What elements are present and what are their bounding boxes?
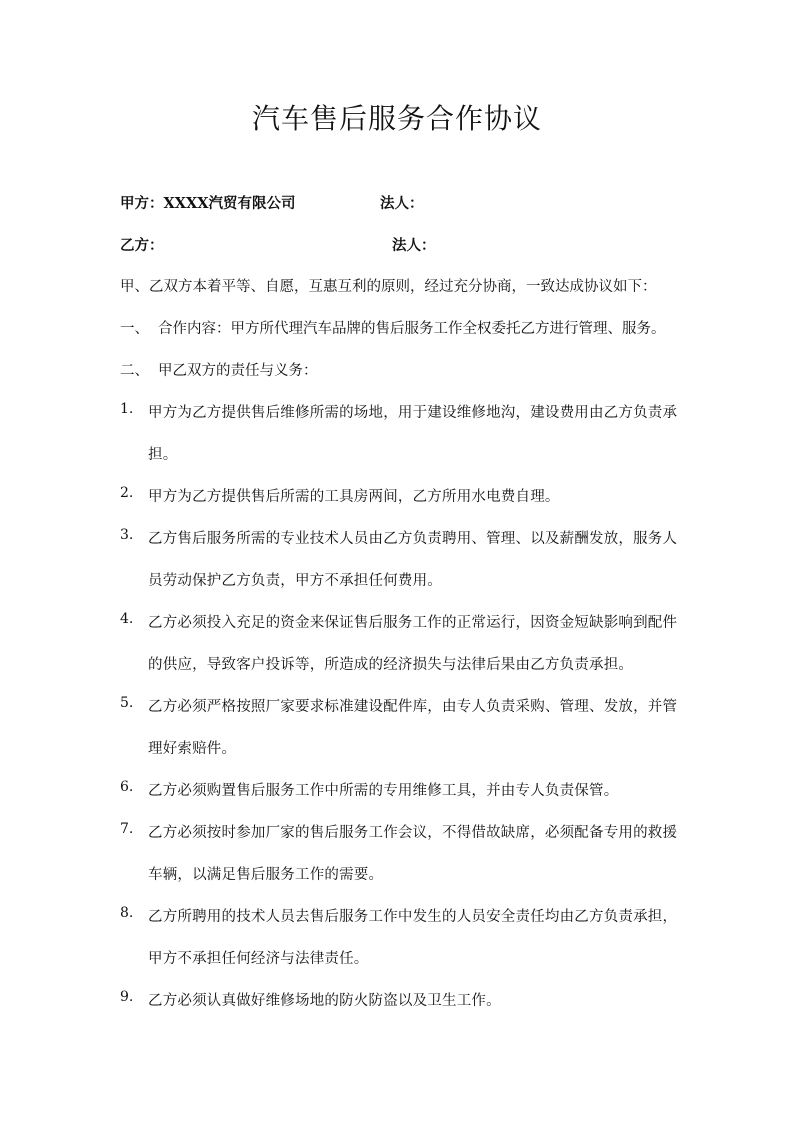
party-b-label: 乙方： — [120, 237, 164, 254]
intro-paragraph: 甲、乙双方本着平等、自愿，互惠互利的原则，经过充分协商，一致达成协议如下： — [120, 279, 657, 295]
party-a-label: 甲方：XXXX汽贸有限公司 — [120, 195, 296, 212]
section-2-number: 二、 — [120, 363, 149, 379]
section-2-text: 甲乙双方的责任与义务： — [158, 363, 318, 379]
list-item-text: 乙方必须按时参加厂家的售后服务工作会议，不得借故缺席，必须配备专用的救援 — [148, 825, 678, 841]
list-item-text-cont: 员劳动保护乙方负责，甲方不承担任何费用。 — [148, 573, 442, 589]
list-item-text-cont: 理好索赔件。 — [148, 741, 237, 757]
list-item-number: 8. — [120, 905, 134, 921]
list-item-number: 9. — [120, 989, 134, 1005]
list-item-text: 甲方为乙方提供售后维修所需的场地，用于建设维修地沟，建设费用由乙方负责承 — [148, 405, 678, 421]
list-item-number: 5. — [120, 695, 134, 711]
document-title: 汽车售后服务合作协议 — [251, 102, 542, 135]
list-item-text-cont: 的供应，导致客户投诉等，所造成的经济损失与法律后果由乙方负责承担。 — [148, 657, 634, 673]
list-item-number: 4. — [120, 611, 134, 627]
list-item-number: 6. — [120, 779, 134, 795]
list-item-text: 乙方必须严格按照厂家要求标准建设配件库，由专人负责采购、管理、发放，并管 — [148, 699, 678, 715]
list-item-number: 3. — [120, 527, 134, 543]
list-item-text: 乙方必须认真做好维修场地的防火防盗以及卫生工作。 — [148, 993, 501, 1009]
list-item-text: 乙方必须购置售后服务工作中所需的专用维修工具，并由专人负责保管。 — [148, 783, 619, 799]
list-item-number: 7. — [120, 821, 134, 837]
party-a-legal-label: 法人： — [380, 195, 424, 212]
list-item-text: 甲方为乙方提供售后所需的工具房两间，乙方所用水电费自理。 — [148, 489, 560, 505]
section-1-text: 合作内容：甲方所代理汽车品牌的售后服务工作全权委托乙方进行管理、服务。 — [158, 321, 666, 337]
list-item-text-cont: 甲方不承担任何经济与法律责任。 — [148, 951, 369, 967]
section-1-number: 一、 — [120, 321, 149, 337]
list-item-text-cont: 车辆，以满足售后服务工作的需要。 — [148, 867, 384, 883]
list-item-number: 1. — [120, 401, 134, 417]
list-item-text: 乙方必须投入充足的资金来保证售后服务工作的正常运行，因资金短缺影响到配件 — [148, 615, 678, 631]
list-item-text: 乙方所聘用的技术人员去售后服务工作中发生的人员安全责任均由乙方负责承担， — [148, 909, 678, 925]
party-b-legal-label: 法人： — [392, 237, 436, 254]
list-item-text: 乙方售后服务所需的专业技术人员由乙方负责聘用、管理、以及薪酬发放，服务人 — [148, 531, 678, 547]
list-item-text-cont: 担。 — [148, 447, 178, 463]
list-item-number: 2. — [120, 485, 134, 501]
